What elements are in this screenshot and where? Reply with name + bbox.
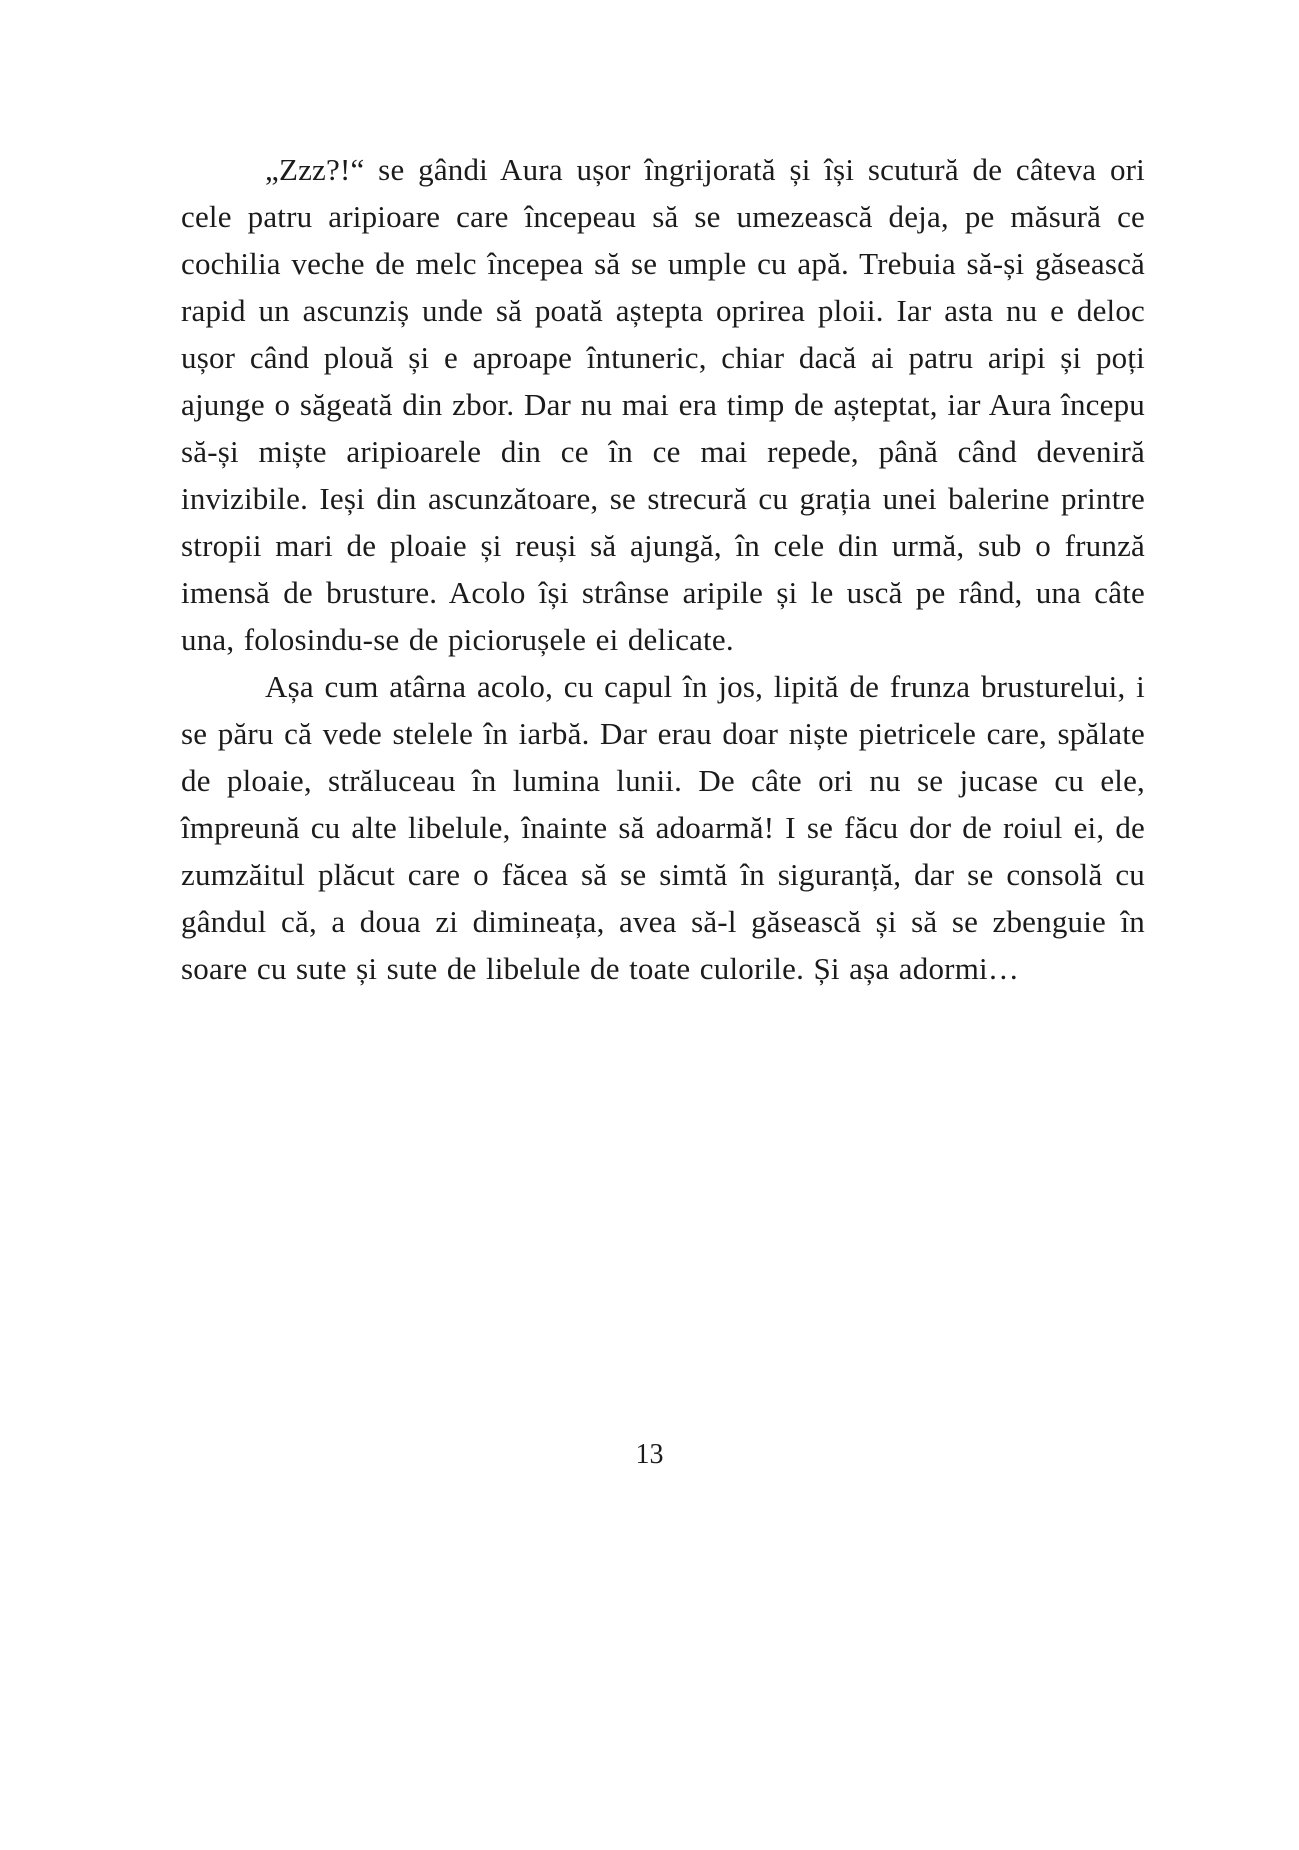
paragraph-1: „Zzz?!“ se gândi Aura ușor îngrijorată și își scutură de câteva ori cele patru aripioare care începeau să se umezească deja, pe măsură ce cochilia veche de melc începea să se umple cu apă. Trebuia să-și găsească rapid un ascunziș unde să poată aștepta oprirea ploii. Iar asta nu e deloc ușor când plouă și e aproape întuneric, chiar dacă ai patru aripi și poți ajunge o săgeată din zbor. Dar nu mai era timp de așteptat, iar Aura începu să-și miște aripioarele din ce în ce mai repede, până când deveniră invizibile. Ieși din ascunzătoare, se strecură cu grația unei balerine printre stropii mari de ploaie și reuși să ajungă, în cele din urmă, sub o frunză imensă de brusture. Acolo își strânse aripile și le uscă pe rând, una câte una, folosindu-se de piciorușele ei delicate.	[181, 152, 1145, 657]
page-text	[181, 146, 1145, 992]
paragraph-2: Așa cum atârna acolo, cu capul în jos, lipită de frunza brusturelui, i se păru că vede stelele în iarbă. Dar erau doar niște pietricele care, spălate de ploaie, străluceau în lumina lunii. De câte ori nu se jucase cu ele, împreună cu alte libelule, înainte să adoarmă! I se făcu dor de roiul ei, de zumzăitul plăcut care o făcea să se simtă în siguranță, dar se consolă cu gândul că, a doua zi dimineața, avea să-l găsească și să se zbenguie în soare cu sute și sute de libelule de toate culorile. Și așa adormi…	[181, 669, 1145, 986]
page-number: 13	[635, 1439, 664, 1470]
